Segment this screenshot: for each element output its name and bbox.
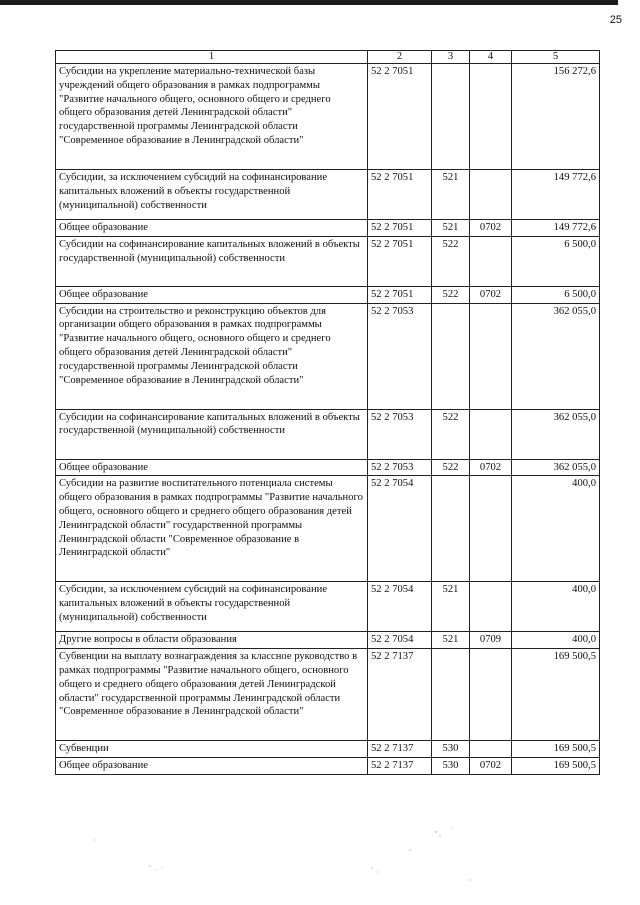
table-row — [56, 649, 600, 741]
row-csr-cell: 52 2 7051 — [368, 220, 432, 237]
row-name-cell: Общее образование — [56, 459, 368, 476]
row-csr-cell: 52 2 7053 — [368, 409, 432, 459]
table-row — [56, 459, 600, 476]
header-row — [56, 51, 600, 64]
table-row — [56, 303, 600, 409]
row-csr-cell: 52 2 7053 — [368, 459, 432, 476]
row-csr-cell: 52 2 7051 — [368, 64, 432, 170]
table-row — [56, 632, 600, 649]
row-rz-cell: 0702 — [470, 220, 512, 237]
row-name-cell: Субвенции — [56, 741, 368, 758]
row-amount-cell: 169 500,5 — [512, 649, 600, 741]
row-amount-cell: 6 500,0 — [512, 236, 600, 286]
row-csr-cell: 52 2 7051 — [368, 170, 432, 220]
row-name-cell: Общее образование — [56, 286, 368, 303]
header-cell-name: 1 — [56, 51, 368, 64]
table-row — [56, 741, 600, 758]
table-row — [56, 286, 600, 303]
row-vr-cell — [432, 476, 470, 582]
row-amount-cell: 400,0 — [512, 632, 600, 649]
row-vr-cell: 530 — [432, 757, 470, 774]
row-vr-cell: 521 — [432, 582, 470, 632]
row-amount-cell: 362 055,0 — [512, 303, 600, 409]
row-rz-cell — [470, 236, 512, 286]
header-cell-amount: 5 — [512, 51, 600, 64]
row-vr-cell: 522 — [432, 409, 470, 459]
row-rz-cell: 0702 — [470, 459, 512, 476]
row-csr-cell: 52 2 7137 — [368, 741, 432, 758]
header-cell-vr: 3 — [432, 51, 470, 64]
row-name-cell: Субсидии, за исключением субсидий на софинансирование капитальных вложений в объекты государственной (муниципальной) собственности — [56, 582, 368, 632]
row-rz-cell — [470, 303, 512, 409]
row-rz-cell — [470, 649, 512, 741]
row-name-cell: Субсидии на софинансирование капитальных вложений в объекты государственной (муниципальной) собственности — [56, 409, 368, 459]
row-amount-cell: 149 772,6 — [512, 170, 600, 220]
row-rz-cell: 0702 — [470, 286, 512, 303]
row-name-cell: Общее образование — [56, 757, 368, 774]
row-vr-cell: 522 — [432, 286, 470, 303]
row-rz-cell — [470, 741, 512, 758]
row-vr-cell: 521 — [432, 632, 470, 649]
row-rz-cell — [470, 170, 512, 220]
row-name-cell: Субсидии на строительство и реконструкцию объектов для организации общего образования в рамках подпрограммы "Развитие начального общего, основного общего и среднего общего образования детей Ленинградской области" государственной программы Ленинградской области "Современное образование в Ленинградской области" — [56, 303, 368, 409]
table-row — [56, 476, 600, 582]
row-rz-cell — [470, 582, 512, 632]
budget-table — [55, 50, 600, 775]
row-vr-cell — [432, 303, 470, 409]
row-rz-cell: 0702 — [470, 757, 512, 774]
row-name-cell: Общее образование — [56, 220, 368, 237]
row-csr-cell: 52 2 7137 — [368, 757, 432, 774]
table-row — [56, 220, 600, 237]
row-amount-cell: 362 055,0 — [512, 459, 600, 476]
table-row — [56, 236, 600, 286]
row-csr-cell: 52 2 7054 — [368, 582, 432, 632]
row-amount-cell: 400,0 — [512, 582, 600, 632]
row-vr-cell — [432, 64, 470, 170]
table-row — [56, 757, 600, 774]
table-row — [56, 64, 600, 170]
row-rz-cell — [470, 476, 512, 582]
row-name-cell: Субсидии на укрепление материально-технической базы учреждений общего образования в рамках подпрограммы "Развитие начального общего, основного общего и среднего общего образования детей Ленинградской области" государственной программы Ленинградской области "Современное образование в Ленинградской области" — [56, 64, 368, 170]
row-amount-cell: 400,0 — [512, 476, 600, 582]
row-csr-cell: 52 2 7051 — [368, 286, 432, 303]
row-amount-cell: 169 500,5 — [512, 741, 600, 758]
row-amount-cell: 362 055,0 — [512, 409, 600, 459]
row-csr-cell: 52 2 7053 — [368, 303, 432, 409]
row-vr-cell: 521 — [432, 170, 470, 220]
row-amount-cell: 156 272,6 — [512, 64, 600, 170]
row-rz-cell — [470, 409, 512, 459]
top-border-rule — [0, 0, 618, 5]
row-name-cell: Другие вопросы в области образования — [56, 632, 368, 649]
page-number: 25 — [609, 14, 622, 26]
row-amount-cell: 169 500,5 — [512, 757, 600, 774]
header-cell-csr: 2 — [368, 51, 432, 64]
row-rz-cell — [470, 64, 512, 170]
row-vr-cell: 521 — [432, 220, 470, 237]
row-csr-cell: 52 2 7137 — [368, 649, 432, 741]
row-vr-cell: 522 — [432, 236, 470, 286]
row-rz-cell: 0709 — [470, 632, 512, 649]
row-amount-cell: 149 772,6 — [512, 220, 600, 237]
row-amount-cell: 6 500,0 — [512, 286, 600, 303]
row-name-cell: Субсидии на развитие воспитательного потенциала системы общего образования в рамках подпрограммы "Развитие начального общего, основного общего и среднего общего образования детей Ленинградской области" государственной программы Ленинградской области "Современное образование в Ленинградской области" — [56, 476, 368, 582]
row-name-cell: Субвенции на выплату вознаграждения за классное руководство в рамках подпрограммы "Развитие начального общего, основного общего и среднего общего образования детей Ленинградской области" государственной программы Ленинградской области "Современное образование в Ленинградской области" — [56, 649, 368, 741]
row-name-cell: Субсидии на софинансирование капитальных вложений в объекты государственной (муниципальной) собственности — [56, 236, 368, 286]
header-cell-rz: 4 — [470, 51, 512, 64]
row-csr-cell: 52 2 7054 — [368, 632, 432, 649]
row-vr-cell: 522 — [432, 459, 470, 476]
table-row — [56, 170, 600, 220]
table-row — [56, 582, 600, 632]
table-row — [56, 409, 600, 459]
row-name-cell: Субсидии, за исключением субсидий на софинансирование капитальных вложений в объекты государственной (муниципальной) собственности — [56, 170, 368, 220]
row-vr-cell: 530 — [432, 741, 470, 758]
row-vr-cell — [432, 649, 470, 741]
row-csr-cell: 52 2 7054 — [368, 476, 432, 582]
row-csr-cell: 52 2 7051 — [368, 236, 432, 286]
